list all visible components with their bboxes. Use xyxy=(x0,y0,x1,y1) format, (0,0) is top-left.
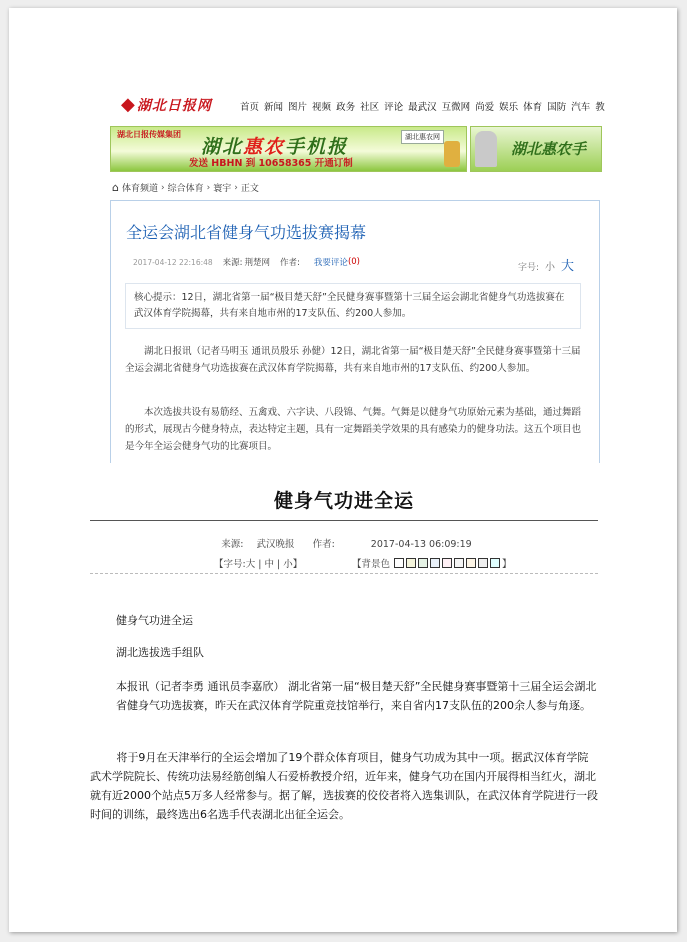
source-value: 武汉晚报 xyxy=(256,539,295,550)
article-title: 全运会湖北省健身气功选拔赛揭幕 xyxy=(126,223,367,242)
bracket: 】 xyxy=(502,559,512,570)
package-icon xyxy=(444,141,460,167)
nav-item[interactable]: 政务 xyxy=(336,102,356,113)
title-divider xyxy=(90,520,598,521)
nav-item[interactable]: 娱乐 xyxy=(499,102,519,113)
nav-item[interactable]: 教 xyxy=(595,102,605,113)
source-label: 来源: xyxy=(222,258,243,268)
top-nav xyxy=(240,99,605,113)
source-label: 来源: xyxy=(221,539,244,550)
tools-divider xyxy=(90,573,598,574)
article-2-subheading: 湖北选拔选手组队 xyxy=(116,646,204,659)
banner-subtitle: 发送 HBHN 到 10658365 开通订制 xyxy=(189,158,353,169)
home-icon[interactable]: ⌂ xyxy=(112,181,119,194)
nav-item[interactable]: 评论 xyxy=(384,102,404,113)
color-swatch[interactable] xyxy=(466,558,476,568)
color-swatch[interactable] xyxy=(418,558,428,568)
bg-color-label: 【背景色 xyxy=(352,559,391,570)
nav-item[interactable]: 体育 xyxy=(523,102,543,113)
source-field xyxy=(216,539,299,550)
article-2-meta xyxy=(90,536,598,550)
color-swatch[interactable] xyxy=(430,558,440,568)
nav-item[interactable]: 互微网 xyxy=(441,102,471,113)
color-swatch[interactable] xyxy=(394,558,404,568)
site-logo[interactable] xyxy=(121,96,212,114)
nav-item[interactable]: 图片 xyxy=(288,102,308,113)
color-swatch[interactable] xyxy=(478,558,488,568)
color-swatch[interactable] xyxy=(454,558,464,568)
breadcrumb-item[interactable]: 寰宇 xyxy=(213,184,232,194)
background-color-picker xyxy=(352,556,512,570)
article-1 xyxy=(110,200,600,463)
article-summary: 核心提示：12日，湖北省第一届“极目楚天舒”全民健身赛事暨第十三届全运会湖北省健身气功选拔赛在武汉体育学院揭幕，共有来自地市州的17支队伍、约200人参加。 xyxy=(125,283,581,329)
banner-title-highlight: 惠农 xyxy=(243,136,286,158)
font-size-control xyxy=(518,255,574,274)
font-size-label: 字号: xyxy=(517,263,539,273)
font-small-button[interactable]: 小 xyxy=(283,559,293,570)
source-value: 荆楚网 xyxy=(244,258,271,268)
font-size-label: 【字号: xyxy=(214,559,246,570)
author-label: 作者: xyxy=(312,539,335,550)
article-paragraph: 将于9月在天津举行的全运会增加了19个群众体育项目，健身气功成为其中一项。据武汉体育学院武术学院院长、传统功法易经筋创编人石爱桥教授介绍，近年来，健身气功在国内开展得相当红火，湖北就有近2000个站点5万多人经常参与。据了解，选拔赛的佼佼者将入选集训队，在武汉体育学院进行一段时间的训练，最终选出6名选手代表湖北出征全运会。 xyxy=(90,751,598,821)
font-medium-button[interactable]: 中 xyxy=(264,559,274,570)
banner-title: 湖北惠农手 xyxy=(511,140,587,158)
article-2-heading: 健身气功进全运 xyxy=(116,614,193,627)
ad-banner-right[interactable] xyxy=(470,126,602,172)
logo-text: 湖北日报网 xyxy=(136,98,212,114)
font-small-button[interactable]: 小 xyxy=(544,262,555,273)
color-swatch[interactable] xyxy=(490,558,500,568)
ad-banner-left[interactable] xyxy=(110,126,467,172)
article-paragraph: 本次选拔共设有易筋经、五禽戏、六字诀、八段锦、气舞。气舞是以健身气功原始元素为基础，通过舞蹈的形式，展现古今健身特点，表达特定主题，具有一定舞蹈美学效果的具有感染力的健身功法。这五个项目也是今年全运会健身气功的比赛项目。 xyxy=(125,407,582,452)
font-size-control: 【字号:大 | 中 | 小】 xyxy=(214,559,303,570)
breadcrumb-item[interactable]: 综合体育 xyxy=(167,184,204,194)
bracket: 】 xyxy=(292,559,303,570)
article-paragraph: 本报讯（记者李勇 通讯员李嘉欣） 湖北省第一届“极目楚天舒”全民健身赛事暨第十三届全运会湖北省健身气功选拔赛，昨天在武汉体育学院重竞技馆举行，来自省内17支队伍的200余人参与角逐。 xyxy=(116,680,597,712)
nav-item[interactable]: 视频 xyxy=(312,102,332,113)
color-swatch[interactable] xyxy=(406,558,416,568)
comment-count: (0) xyxy=(347,257,360,267)
breadcrumb xyxy=(112,181,259,194)
logo-icon: ◆ xyxy=(121,94,135,115)
font-large-button[interactable]: 大 xyxy=(560,259,574,274)
font-large-button[interactable]: 大 xyxy=(245,559,256,570)
article-datetime: 2017-04-13 06:09:19 xyxy=(370,539,472,550)
nav-item[interactable]: 汽车 xyxy=(571,102,591,113)
chevron-right-icon: › xyxy=(234,182,238,193)
banner-title-part: 手机报 xyxy=(285,136,349,158)
nav-item[interactable]: 国防 xyxy=(547,102,567,113)
article-paragraph: 湖北日报讯（记者马明玉 通讯员殷乐 孙健）12日，湖北省第一届“极目楚天舒”全民健身赛事暨第十三届全运会湖北省健身气功选拔赛在武汉体育学院揭幕，共有来自地市州的17支队伍、约200人参加。 xyxy=(125,346,581,374)
article-meta xyxy=(133,256,360,268)
chevron-right-icon: › xyxy=(161,182,165,193)
nav-item[interactable]: 最武汉 xyxy=(408,102,437,113)
nav-item[interactable]: 尚爱 xyxy=(475,102,495,113)
color-swatch[interactable] xyxy=(442,558,452,568)
nav-item[interactable]: 首页 xyxy=(240,102,260,113)
nav-item[interactable]: 新闻 xyxy=(264,102,284,113)
breadcrumb-item: 正文 xyxy=(240,184,259,194)
banner-title-part: 湖北 xyxy=(201,136,244,158)
author-label: 作者: xyxy=(280,258,300,268)
nav-item[interactable]: 社区 xyxy=(360,102,380,113)
breadcrumb-item[interactable]: 体育频道 xyxy=(121,184,158,194)
chevron-right-icon: › xyxy=(206,182,211,193)
person-icon xyxy=(475,131,497,167)
article-2-title: 健身气功进全运 xyxy=(273,490,414,512)
article-date: 2017-04-12 22:16:48 xyxy=(133,257,213,267)
comment-link[interactable]: 我要评论 xyxy=(313,258,348,268)
banner-brand: 湖北日报传媒集团 xyxy=(117,130,181,139)
banner-tag: 湖北惠农网 xyxy=(401,130,444,144)
